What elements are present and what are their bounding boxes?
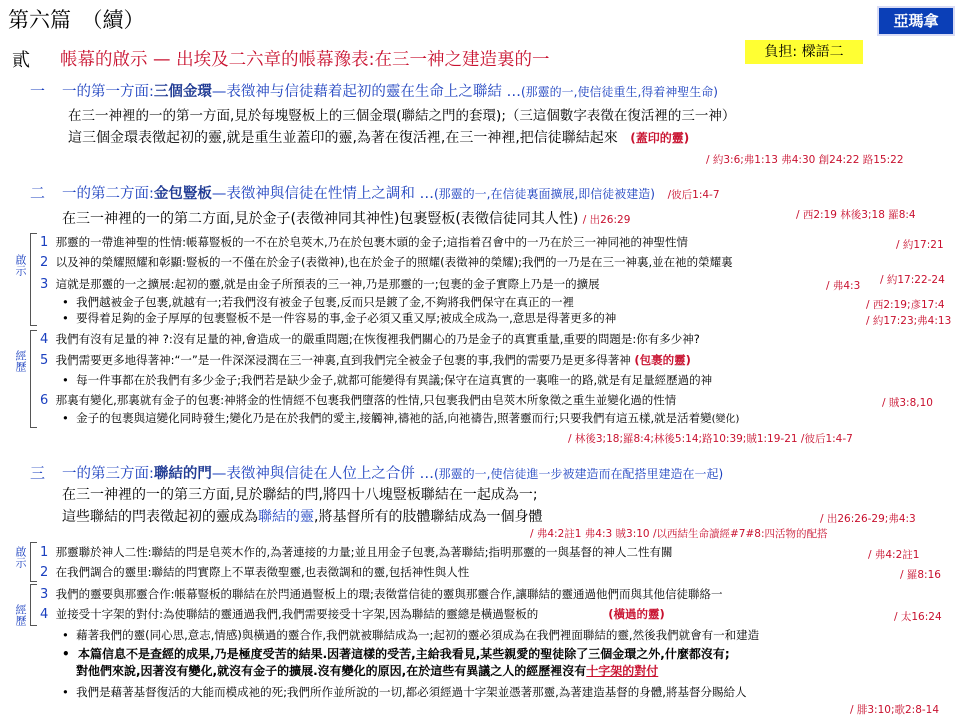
s1-line1: 在三一神裡的一的第一方面,見於每塊豎板上的三個金環(聯結之門的套環);（三這個數字表徵在復活裡的三一神） (68, 108, 736, 124)
s3-item-4-num: 4 (40, 607, 49, 622)
s2-item-2-ref: / 約17:22-24 (880, 274, 945, 286)
s3-head-c: —表徵神與信徒在人位上之合併 … (211, 466, 434, 482)
s2-item-5-num: 5 (40, 353, 49, 368)
s2-item-3-text: 這就是那靈的一之擴展:起初的靈,就是由金子所預表的三一神,乃是那靈的一;包裹的金子實際上乃是一的擴展 (55, 277, 600, 291)
s2-item-4 (40, 331, 700, 347)
s3-bracket-a (30, 542, 37, 582)
section-title: 帳幕的啟示 — 出埃及二六章的帳幕豫表:在三一神之建造裏的一 (60, 50, 550, 70)
s2-line1 (62, 208, 630, 228)
s2-bullet-4-tag: (變化) (711, 414, 740, 425)
s2-bracket-a (30, 233, 37, 326)
s3-item-1-text: 那靈聯於神人二性:聯結的閂是皂莢木作的,為著連接的力量;並且用金子包裹,為著聯結;指明那靈的一與基督的神人二性有關 (55, 545, 673, 559)
s3-line2-b: 聯結的靈 (258, 509, 314, 525)
responsible-label: 負担: 樑語二 (745, 40, 863, 64)
s2-side-experience: 經歷 (14, 350, 27, 372)
s2-item-4-text: 我們有沒有足量的神 ?:沒有足量的神,會造成一的嚴重問題;在恢復裡我們關心的乃是金子的真實重量,重要的問題是:你有多少神? (55, 332, 700, 346)
s3-item-3 (40, 586, 723, 602)
s3-side-revelation: 啟示 (14, 546, 27, 568)
s3-item-4 (40, 606, 665, 622)
s3-head-d: (那靈的一,使信徒進一步被建造而在配搭里建造在一起) (434, 467, 724, 481)
s2-item-2 (40, 254, 733, 270)
s2-item-1-num: 1 (40, 235, 49, 250)
s2-head-d: (那靈的一,在信徒裏面擴展,即信徒被建造) (434, 187, 655, 201)
s3-item-1-ref: / 弗4:2註1 (868, 549, 920, 561)
s2-item-2-text: 以及神的榮耀照耀和彰顯:豎板的一不僅在於金子(表徵神),也在於金子的照耀(表徵神的榮耀);我們的一乃是在三一神裏,並在祂的榮耀裏 (55, 255, 733, 269)
s2-item-6-ref: / 賊3:8,10 (882, 397, 933, 409)
s1-heading (62, 80, 718, 101)
s2-item-5-text: 我們需要更多地得著神:“一”是一件深深浸潤在三一神裏,直到我們完全被金子包裹的事,我們的需要乃是更多得著神 (55, 353, 631, 367)
s2-bullet-1: • 我們越被金子包裹,就越有一;若我們沒有被金子包裹,反而只是鍍了金,不夠將我們保守在真正的一裡 (62, 295, 574, 309)
s2-bullet-4: • 金子的包裹與這變化同時發生;變化乃是在於我們的愛主,接觸神,禱祂的話,向祂禱告,照著靈而行;只要我們有這五樣,就是活着變(變化) (62, 411, 740, 425)
s3-heading (62, 462, 723, 483)
s3-head-b: 聯結的門 (153, 466, 212, 482)
section-number: 貳 (12, 50, 30, 71)
badge-logo: 亞瑪拿 (877, 6, 955, 36)
s2-bullet-3-text: 每一件事都在於我們有多少金子;我們若是缺少金子,就都可能變得有異議;保守在這真實的一裏唯一的路,就是有足量經歷過的神 (76, 373, 713, 387)
s2-head-b: 金包豎板 (153, 186, 212, 202)
s2-head-ref: /彼后1:4-7 (667, 189, 720, 201)
s1-ref: / 約3:6;弗1:13 弗4:30 創24:22 路15:22 (706, 154, 904, 166)
s3-bullet-2: • 本篇信息不是查經的成果,乃是極度受苦的結果.因著這樣的受苦,主給我看見,某些親愛的聖徒除了三個金環之外,什麼都沒有; (62, 647, 730, 661)
s2-bullet-2-ref: / 約17:23;弗4:13 (866, 315, 952, 327)
s2-line1-ref2: / 西2:19 林後3;18 羅8:4 (796, 209, 916, 221)
s3-bullet-2b-text: 對他們來說,因著沒有變化,就沒有金子的擴展.沒有變化的原因,在於這些有異議之人的經歷裡沒有 (76, 664, 587, 678)
s2-item-3 (40, 276, 600, 292)
s1-head-d: (那靈的一,使信徒重生,得着神聖生命) (521, 85, 718, 99)
s1-head-b: 三個金環 (153, 84, 212, 100)
s2-bullet-3: • 每一件事都在於我們有多少金子;我們若是缺少金子,就都可能變得有異議;保守在這真實的一裏唯一的路,就是有足量經歷過的神 (62, 373, 713, 387)
s3-bullet-1: • 藉著我們的靈(同心思,意志,情感)與橫過的靈合作,我們就被聯結成為一;起初的靈必須成為在我們裡面聯結的靈,然後我們就會有一和建造 (62, 628, 760, 642)
page-title: 第六篇 （續） (8, 8, 145, 32)
s1-line2-text: 這三個金環表徵起初的靈,就是重生並蓋印的靈,為著在復活裡,在三一神裡,把信徒聯結起來 (68, 130, 618, 146)
s3-line2-ref: / 出26:26-29;弗4:3 (820, 513, 916, 525)
s2-line1-text: 在三一神裡的一的第二方面,見於金子(表徵神同其神性)包裹豎板(表徵信徒同其人性) (62, 211, 579, 227)
s3-line1: 在三一神裡的一的第三方面,見於聯結的閂,將四十八塊豎板聯結在一起成為一; (62, 487, 538, 503)
s2-item-3-num: 3 (40, 277, 49, 292)
s3-item-4-ref: / 太16:24 (894, 611, 942, 623)
s3-bracket-b (30, 584, 37, 626)
s1-line2-tag: (蓋印的靈) (630, 131, 690, 145)
s2-item-2-num: 2 (40, 255, 49, 270)
s2-bullet-1-text: 我們越被金子包裹,就越有一;若我們沒有被金子包裹,反而只是鍍了金,不夠將我們保守在真正的一裡 (76, 295, 574, 309)
s3-item-1-num: 1 (40, 545, 49, 560)
s3-bullet-2-text: 本篇信息不是查經的成果,乃是極度受苦的結果.因著這樣的受苦,主給我看見,某些親愛的聖徒除了三個金環之外,什麼都沒有; (78, 647, 730, 661)
s2-bracket-b (30, 330, 37, 428)
s2-item-4-num: 4 (40, 332, 49, 347)
s2-item-6 (40, 392, 676, 408)
s3-item-2-num: 2 (40, 565, 49, 580)
s2-item-3-ref: / 弗4:3 (826, 280, 861, 292)
s3-line2 (62, 506, 542, 526)
s3-item-2-text: 在我們調合的靈里:聯結的閂實際上不單表徵聖靈,也表徵調和的靈,包括神性與人性 (55, 565, 470, 579)
s2-head-a: 一的第二方面: (62, 186, 154, 202)
s3-bullet-3: • 我們是藉著基督復活的大能而模成祂的死;我們所作並所說的一切,都必須經過十字架並憑著那靈,為著建造基督的身體,將基督分賜給人 (62, 685, 747, 699)
s3-line2-c: ,將基督所有的肢體聯結成為一個身體 (314, 509, 543, 525)
s3-head-a: 一的第三方面: (62, 466, 154, 482)
s3-side-experience: 經歷 (14, 604, 27, 626)
s3-bullet-2b-cross: 十字架的對付 (586, 664, 659, 678)
s2-heading (62, 182, 720, 203)
s3-number: 三 (30, 464, 46, 482)
s2-item-5-tag: (包裹的靈) (634, 353, 691, 367)
s3-item-4-text: 並接受十字架的對付:為使聯結的靈通過我們,我們需要接受十字架,因為聯結的靈總是橫過豎板的 (55, 607, 539, 621)
s3-bullet-3-text: 我們是藉著基督復活的大能而模成祂的死;我們所作並所說的一切,都必須經過十字架並憑著那靈,為著建造基督的身體,將基督分賜給人 (76, 685, 747, 699)
s2-item-5 (40, 352, 691, 368)
s3-line2-a: 這些聯結的閂表徵起初的靈成為 (62, 509, 258, 525)
s1-number: 一 (30, 82, 46, 100)
s2-item-1-text: 那靈的一帶進神聖的性情:帳幕豎板的一不在於皂莢木,乃在於包裹木頭的金子;這指着召會中的一乃在於三一神同祂的神聖性情 (55, 235, 688, 249)
s2-bullet-1-ref: / 西2:19;彥17:4 (866, 299, 945, 311)
s3-item-3-num: 3 (40, 587, 49, 602)
s1-head-a: 一的第一方面: (62, 84, 154, 100)
s3-item-3-text: 我們的靈要與那靈合作:帳幕豎板的聯結在於閂通過豎板上的環;表徵當信徒的靈與那靈合作,讓聯結的靈通過他們而與其他信徒聯絡一 (55, 587, 723, 601)
s2-bullet-4-text: 金子的包裹與這變化同時發生;變化乃是在於我們的愛主,接觸神,禱祂的話,向祂禱告,照著靈而行;只要我們有這五樣,就是活着變 (76, 411, 712, 425)
s3-item-1 (40, 544, 673, 560)
s2-line1-ref: / 出26:29 (582, 214, 631, 226)
s2-side-revelation: 啟示 (14, 254, 27, 276)
s2-number: 二 (30, 184, 46, 202)
s3-item-4-tag: (橫過的靈) (608, 607, 665, 621)
s3-bullet-2b (76, 662, 658, 679)
s1-line2 (68, 127, 689, 147)
s2-item-6-num: 6 (40, 393, 49, 408)
s2-item-6-text: 那裏有變化,那裏就有金子的包裹:神將金的性情經不包裹我們墮落的性情,只包裹我們由皂莢木所象徵之重生並變化過的性情 (55, 393, 677, 407)
s2-item-1 (40, 234, 688, 250)
s2-bullet-2-text: 要得着足夠的金子厚厚的包裹豎板不是一件容易的事,金子必須又重又厚;被成全成為一,意思是得著更多的神 (76, 311, 617, 325)
s2-foot-ref: / 林後3;18;羅8:4;林後5:14;路10:39;賊1:19-21 /彼后1:4-7 (568, 433, 853, 445)
s3-item-2 (40, 564, 469, 580)
s1-head-c: —表徵神与信徒藉着起初的靈在生命上之聯結 … (211, 84, 521, 100)
s2-head-c: —表徵神與信徒在性情上之調和 … (211, 186, 434, 202)
s2-bullet-2: • 要得着足夠的金子厚厚的包裹豎板不是一件容易的事,金子必須又重又厚;被成全成為一,意思是得著更多的神 (62, 311, 617, 325)
s3-bullet-3-ref: / 腓3:10;歌2:8-14 (850, 704, 940, 716)
s3-bullet-1-text: 藉著我們的靈(同心思,意志,情感)與橫過的靈合作,我們就被聯結成為一;起初的靈必須成為在我們裡面聯結的靈,然後我們就會有一和建造 (76, 628, 760, 642)
s2-item-1-ref: / 約17:21 (896, 239, 944, 251)
s3-item-2-ref: / 羅8:16 (900, 569, 941, 581)
s3-ref2: / 弗4:2註1 弗4:3 賊3:10 /以西結生命讀經#7#8:四活物的配搭 (530, 528, 828, 540)
